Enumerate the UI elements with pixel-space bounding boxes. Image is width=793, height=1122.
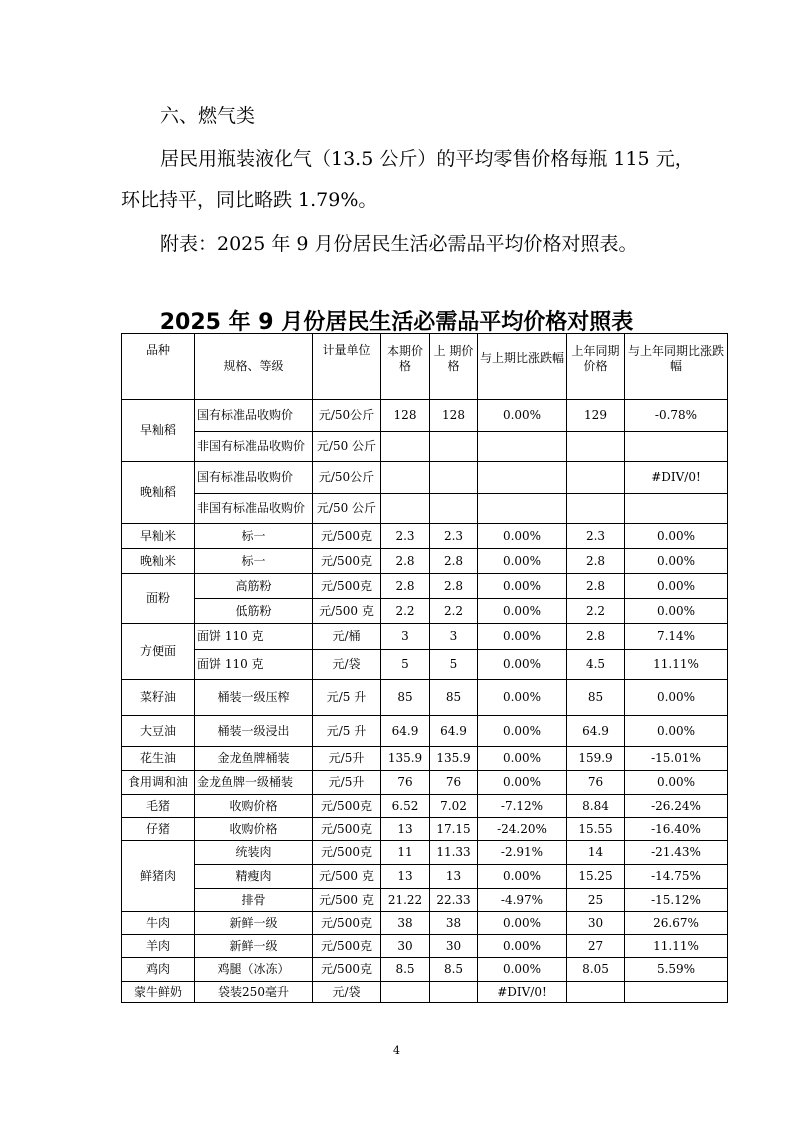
cell-spec: 金龙鱼牌桶装 xyxy=(195,747,313,771)
cell-spec: 面饼 110 克 xyxy=(195,650,313,680)
cell-spec: 袋装250毫升 xyxy=(195,982,313,1003)
cell-spec: 标一 xyxy=(195,524,313,549)
cell-current-price: 2.8 xyxy=(381,549,430,574)
cell-mom-change: 0.00% xyxy=(478,958,567,982)
table-row xyxy=(122,818,728,841)
cell-previous-price: 8.5 xyxy=(430,958,478,982)
cell-current-price: 128 xyxy=(381,400,430,432)
cell-yoy-change: -14.75% xyxy=(625,865,728,889)
cell-yoy-change: -15.01% xyxy=(625,747,728,771)
cell-yoy-change xyxy=(625,982,728,1003)
cell-spec: 低筋粉 xyxy=(195,599,313,624)
cell-previous-price: 135.9 xyxy=(430,747,478,771)
cell-last-year-price: 4.5 xyxy=(567,650,625,680)
cell-unit: 元/袋 xyxy=(313,650,381,680)
cell-yoy-change: 11.11% xyxy=(625,650,728,680)
table-row xyxy=(122,865,728,889)
header-variety: 品种 xyxy=(122,334,195,400)
cell-current-price: 8.5 xyxy=(381,958,430,982)
cell-mom-change xyxy=(478,432,567,462)
cell-yoy-change: 7.14% xyxy=(625,624,728,650)
cell-last-year-price: 15.25 xyxy=(567,865,625,889)
cell-spec: 非国有标准品收购价 xyxy=(195,432,313,462)
cell-mom-change: 0.00% xyxy=(478,549,567,574)
cell-last-year-price: 2.3 xyxy=(567,524,625,549)
cell-current-price: 13 xyxy=(381,818,430,841)
table-row xyxy=(122,624,728,650)
cell-last-year-price: 8.05 xyxy=(567,958,625,982)
cell-unit: 元/500 克 xyxy=(313,599,381,624)
cell-spec: 收购价格 xyxy=(195,818,313,841)
table-row xyxy=(122,935,728,958)
table-row xyxy=(122,747,728,771)
cell-variety: 毛猪 xyxy=(122,795,195,818)
cell-variety: 方便面 xyxy=(122,624,195,680)
cell-spec: 统装肉 xyxy=(195,841,313,865)
cell-spec: 国有标准品收购价 xyxy=(195,400,313,432)
cell-variety: 菜籽油 xyxy=(122,680,195,716)
cell-mom-change: 0.00% xyxy=(478,865,567,889)
cell-previous-price: 22.33 xyxy=(430,889,478,912)
cell-yoy-change: 0.00% xyxy=(625,716,728,747)
cell-mom-change: 0.00% xyxy=(478,524,567,549)
gas-paragraph-line1: 居民用瓶装液化气（13.5 公斤）的平均零售价格每瓶 115 元， xyxy=(160,148,694,170)
cell-previous-price: 38 xyxy=(430,912,478,935)
cell-current-price xyxy=(381,462,430,494)
table-row xyxy=(122,400,728,432)
cell-spec: 非国有标准品收购价 xyxy=(195,494,313,524)
cell-unit: 元/5升 xyxy=(313,771,381,795)
cell-unit: 元/500克 xyxy=(313,549,381,574)
cell-current-price: 76 xyxy=(381,771,430,795)
cell-last-year-price: 27 xyxy=(567,935,625,958)
cell-unit: 元/袋 xyxy=(313,982,381,1003)
cell-yoy-change: -21.43% xyxy=(625,841,728,865)
cell-yoy-change: 0.00% xyxy=(625,599,728,624)
table-row xyxy=(122,795,728,818)
cell-unit: 元/500 克 xyxy=(313,865,381,889)
cell-unit: 元/5 升 xyxy=(313,680,381,716)
table-row xyxy=(122,889,728,912)
cell-spec: 精瘦肉 xyxy=(195,865,313,889)
cell-mom-change: 0.00% xyxy=(478,400,567,432)
cell-yoy-change: 0.00% xyxy=(625,524,728,549)
cell-yoy-change: 0.00% xyxy=(625,574,728,599)
cell-last-year-price: 2.8 xyxy=(567,574,625,599)
cell-current-price: 85 xyxy=(381,680,430,716)
cell-spec: 国有标准品收购价 xyxy=(195,462,313,494)
section-heading: 六、燃气类 xyxy=(160,105,256,127)
cell-unit: 元/桶 xyxy=(313,624,381,650)
cell-current-price: 135.9 xyxy=(381,747,430,771)
table-header-row xyxy=(122,334,728,400)
cell-previous-price xyxy=(430,494,478,524)
header-yoy-change: 与上年同期比涨跌幅 xyxy=(625,334,728,400)
cell-last-year-price: 85 xyxy=(567,680,625,716)
gas-paragraph-line2: 环比持平，同比略跌 1.79%。 xyxy=(121,189,378,211)
cell-spec: 桶装一级压榨 xyxy=(195,680,313,716)
table-row xyxy=(122,716,728,747)
cell-yoy-change: 0.00% xyxy=(625,771,728,795)
cell-previous-price: 2.8 xyxy=(430,549,478,574)
cell-variety: 晚籼米 xyxy=(122,549,195,574)
table-row xyxy=(122,982,728,1003)
cell-spec: 金龙鱼牌一级桶装 xyxy=(195,771,313,795)
cell-unit: 元/50公斤 xyxy=(313,400,381,432)
cell-unit: 元/500克 xyxy=(313,958,381,982)
cell-previous-price: 3 xyxy=(430,624,478,650)
header-previous: 上 期价格 xyxy=(430,334,478,400)
cell-mom-change: -24.20% xyxy=(478,818,567,841)
cell-variety: 早籼米 xyxy=(122,524,195,549)
annex-note: 附表：2025 年 9 月份居民生活必需品平均价格对照表。 xyxy=(160,233,638,255)
cell-current-price: 2.2 xyxy=(381,599,430,624)
cell-last-year-price: 25 xyxy=(567,889,625,912)
table-row xyxy=(122,599,728,624)
cell-last-year-price xyxy=(567,432,625,462)
header-spec: 规格、等级 xyxy=(195,334,313,400)
table-row xyxy=(122,494,728,524)
cell-previous-price: 85 xyxy=(430,680,478,716)
cell-mom-change: 0.00% xyxy=(478,624,567,650)
cell-last-year-price: 2.8 xyxy=(567,549,625,574)
cell-previous-price: 7.02 xyxy=(430,795,478,818)
cell-mom-change: -2.91% xyxy=(478,841,567,865)
cell-previous-price xyxy=(430,982,478,1003)
cell-mom-change: 0.00% xyxy=(478,747,567,771)
cell-mom-change: 0.00% xyxy=(478,650,567,680)
cell-unit: 元/5 升 xyxy=(313,716,381,747)
cell-mom-change: 0.00% xyxy=(478,771,567,795)
cell-variety: 大豆油 xyxy=(122,716,195,747)
cell-variety: 牛肉 xyxy=(122,912,195,935)
cell-spec: 新鲜一级 xyxy=(195,935,313,958)
table-row xyxy=(122,680,728,716)
cell-unit: 元/500克 xyxy=(313,795,381,818)
cell-variety: 仔猪 xyxy=(122,818,195,841)
cell-mom-change: 0.00% xyxy=(478,599,567,624)
cell-current-price: 5 xyxy=(381,650,430,680)
cell-last-year-price: 64.9 xyxy=(567,716,625,747)
cell-current-price: 2.3 xyxy=(381,524,430,549)
cell-previous-price xyxy=(430,462,478,494)
cell-last-year-price xyxy=(567,982,625,1003)
cell-spec: 鸡腿（冰冻） xyxy=(195,958,313,982)
table-row xyxy=(122,574,728,599)
cell-variety: 羊肉 xyxy=(122,935,195,958)
cell-previous-price: 2.8 xyxy=(430,574,478,599)
cell-last-year-price: 15.55 xyxy=(567,818,625,841)
cell-variety: 面粉 xyxy=(122,574,195,624)
table-row xyxy=(122,841,728,865)
cell-current-price xyxy=(381,982,430,1003)
cell-last-year-price: 2.8 xyxy=(567,624,625,650)
cell-previous-price: 17.15 xyxy=(430,818,478,841)
cell-mom-change: 0.00% xyxy=(478,680,567,716)
cell-variety: 蒙牛鲜奶 xyxy=(122,982,195,1003)
cell-last-year-price: 129 xyxy=(567,400,625,432)
cell-last-year-price: 76 xyxy=(567,771,625,795)
cell-current-price: 64.9 xyxy=(381,716,430,747)
cell-last-year-price xyxy=(567,462,625,494)
cell-mom-change: 0.00% xyxy=(478,935,567,958)
cell-unit: 元/50 公斤 xyxy=(313,432,381,462)
table-row xyxy=(122,549,728,574)
cell-spec: 排骨 xyxy=(195,889,313,912)
cell-mom-change: 0.00% xyxy=(478,716,567,747)
cell-current-price: 21.22 xyxy=(381,889,430,912)
cell-previous-price xyxy=(430,432,478,462)
cell-variety: 花生油 xyxy=(122,747,195,771)
table-row xyxy=(122,432,728,462)
cell-last-year-price: 30 xyxy=(567,912,625,935)
cell-spec: 新鲜一级 xyxy=(195,912,313,935)
cell-current-price: 13 xyxy=(381,865,430,889)
table-row xyxy=(122,524,728,549)
cell-previous-price: 2.3 xyxy=(430,524,478,549)
cell-spec: 收购价格 xyxy=(195,795,313,818)
cell-yoy-change: 0.00% xyxy=(625,680,728,716)
table-row xyxy=(122,650,728,680)
cell-unit: 元/500克 xyxy=(313,574,381,599)
cell-current-price: 2.8 xyxy=(381,574,430,599)
cell-mom-change: #DIV/0! xyxy=(478,982,567,1003)
cell-mom-change xyxy=(478,494,567,524)
cell-previous-price: 13 xyxy=(430,865,478,889)
price-table xyxy=(121,333,728,1003)
cell-yoy-change xyxy=(625,432,728,462)
cell-variety: 早籼稻 xyxy=(122,400,195,462)
header-last-year: 上年同期价格 xyxy=(567,334,625,400)
cell-previous-price: 5 xyxy=(430,650,478,680)
cell-mom-change: 0.00% xyxy=(478,574,567,599)
cell-variety: 鸡肉 xyxy=(122,958,195,982)
table-title: 2025 年 9 月份居民生活必需品平均价格对照表 xyxy=(159,310,634,335)
cell-yoy-change: 0.00% xyxy=(625,549,728,574)
cell-current-price: 3 xyxy=(381,624,430,650)
cell-unit: 元/500克 xyxy=(313,524,381,549)
cell-previous-price: 64.9 xyxy=(430,716,478,747)
table-row xyxy=(122,958,728,982)
cell-previous-price: 2.2 xyxy=(430,599,478,624)
cell-current-price: 11 xyxy=(381,841,430,865)
cell-current-price xyxy=(381,494,430,524)
header-mom-change: 与上期比涨跌幅 xyxy=(478,334,567,400)
header-unit: 计量单位 xyxy=(313,334,381,400)
cell-current-price xyxy=(381,432,430,462)
cell-unit: 元/500克 xyxy=(313,841,381,865)
cell-yoy-change: 5.59% xyxy=(625,958,728,982)
header-current: 本期价格 xyxy=(381,334,430,400)
cell-unit: 元/500克 xyxy=(313,912,381,935)
cell-current-price: 6.52 xyxy=(381,795,430,818)
cell-spec: 标一 xyxy=(195,549,313,574)
cell-previous-price: 30 xyxy=(430,935,478,958)
cell-unit: 元/500克 xyxy=(313,818,381,841)
table-row xyxy=(122,771,728,795)
cell-previous-price: 76 xyxy=(430,771,478,795)
page-number: 4 xyxy=(393,1044,400,1057)
cell-variety: 食用调和油 xyxy=(122,771,195,795)
cell-spec: 面饼 110 克 xyxy=(195,624,313,650)
cell-unit: 元/50 公斤 xyxy=(313,494,381,524)
cell-spec: 桶装一级浸出 xyxy=(195,716,313,747)
cell-last-year-price: 14 xyxy=(567,841,625,865)
cell-yoy-change: -26.24% xyxy=(625,795,728,818)
cell-unit: 元/500 克 xyxy=(313,889,381,912)
cell-variety: 晚籼稻 xyxy=(122,462,195,524)
cell-unit: 元/5升 xyxy=(313,747,381,771)
table-row xyxy=(122,462,728,494)
cell-yoy-change: 11.11% xyxy=(625,935,728,958)
cell-current-price: 38 xyxy=(381,912,430,935)
cell-last-year-price: 8.84 xyxy=(567,795,625,818)
cell-previous-price: 128 xyxy=(430,400,478,432)
cell-previous-price: 11.33 xyxy=(430,841,478,865)
cell-yoy-change: -0.78% xyxy=(625,400,728,432)
cell-last-year-price xyxy=(567,494,625,524)
cell-unit: 元/50公斤 xyxy=(313,462,381,494)
cell-variety: 鲜猪肉 xyxy=(122,841,195,912)
cell-spec: 高筋粉 xyxy=(195,574,313,599)
cell-yoy-change: -16.40% xyxy=(625,818,728,841)
cell-yoy-change xyxy=(625,494,728,524)
cell-mom-change: -7.12% xyxy=(478,795,567,818)
cell-yoy-change: 26.67% xyxy=(625,912,728,935)
cell-mom-change: -4.97% xyxy=(478,889,567,912)
cell-last-year-price: 2.2 xyxy=(567,599,625,624)
cell-unit: 元/500克 xyxy=(313,935,381,958)
cell-mom-change: 0.00% xyxy=(478,912,567,935)
cell-yoy-change: -15.12% xyxy=(625,889,728,912)
cell-mom-change xyxy=(478,462,567,494)
cell-last-year-price: 159.9 xyxy=(567,747,625,771)
cell-yoy-change: #DIV/0! xyxy=(625,462,728,494)
cell-current-price: 30 xyxy=(381,935,430,958)
table-row xyxy=(122,912,728,935)
